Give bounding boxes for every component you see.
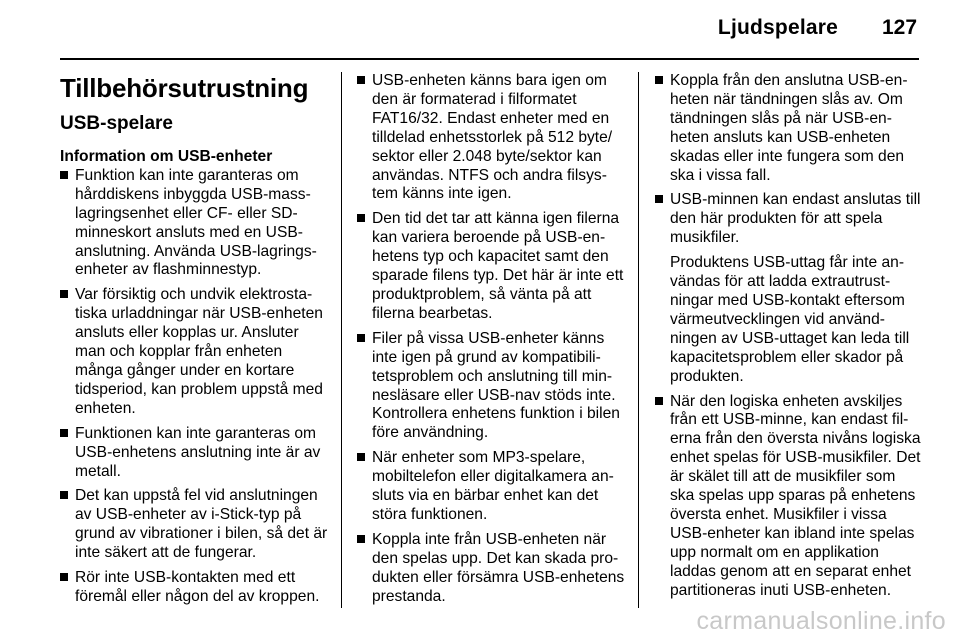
bullet-text: Funktion kan inte garanteras om hårddiskens inbyggda USB-masslagringsenhet eller CF- eller SD-minneskort ansluts med en USB-anslutning. Använda USB-lagringsenheter av flashminnestyp. xyxy=(75,166,317,279)
bullet-square-icon xyxy=(655,76,663,84)
bullet-item xyxy=(655,191,921,248)
bullet-square-icon xyxy=(357,535,365,543)
subsection-title: USB-spelare xyxy=(60,113,173,134)
column-2 xyxy=(357,72,627,612)
info-heading: Information om USB-enheter xyxy=(60,148,273,165)
bullet-text: USB-enheten känns bara igen om den är formaterad i filformatet FAT16/32. Endast enheter med en tilldelad enhetsstorlek på 512 byte/ sektor eller 2.048 byte/sektor kan användas. NTFS och andra filsystem känns inte igen. xyxy=(372,72,613,203)
column-1-body xyxy=(60,167,332,607)
column-divider-2 xyxy=(638,72,639,608)
bullet-square-icon xyxy=(357,76,365,84)
bullet-square-icon xyxy=(60,290,68,298)
bullet-text: Den tid det tar att känna igen filerna kan variera beroende på USB-enhetens typ och kapacitet samt den sparade filens typ. Det här är inte ett produktproblem, så vänta på att filerna bearbetas. xyxy=(372,210,624,322)
bullet-item xyxy=(60,167,332,280)
bullet-item xyxy=(655,393,921,601)
bullet-item xyxy=(357,210,627,323)
paragraph: Produktens USB-uttag får inte användas för att ladda extrautrustningar med USB-kontakt eftersom värmeutvecklingen vid användningen av USB-uttaget kan leda till kapacitetsproblem eller skador på produkten. xyxy=(670,254,910,385)
bullet-square-icon xyxy=(60,171,68,179)
watermark: carmanualsonline.info xyxy=(696,607,946,635)
section-title: Tillbehörsutrustning xyxy=(60,73,309,103)
header-divider xyxy=(60,58,919,60)
running-header-title: Ljudspelare xyxy=(717,16,838,39)
bullet-text: När enheter som MP3-spelare, mobiltelefon eller digitalkamera ansluts via en bärbar enhet kan det störa funktionen. xyxy=(372,449,614,523)
bullet-text: När den logiska enheten avskiljes från ett USB-minne, kan endast filerna från den översta nivåns logiska enhet spelas för USB-musikfiler. Det är skälet till att de musikfiler som ska spelas upp sparas på enhetens översta enhet. Musikfiler i vissa USB-enheter kan ibland inte spelas upp normalt om en applikation laddas genom att en separat enhet partitioneras inuti USB-enheten. xyxy=(670,392,921,599)
bullet-item xyxy=(60,487,332,563)
bullet-text: Koppla från den anslutna USB-enheten när tändningen slås av. Om tändningen slås på när USB-enheten ansluts kan USB-enheten skadas eller inte fungera som den ska i vissa fall. xyxy=(670,72,908,184)
bullet-text: Var försiktig och undvik elektrostatiska urladdningar när USB-enheten ansluts eller kopplas ur. Ansluter man och kopplar från enheten många gånger under en kortare tidsperiod, kan problem uppstå med enheten. xyxy=(75,286,323,417)
bullet-square-icon xyxy=(60,573,68,581)
bullet-text: Rör inte USB-kontakten med ett föremål eller någon del av kroppen. xyxy=(75,569,320,605)
column-divider-1 xyxy=(341,72,342,608)
bullet-item xyxy=(60,286,332,418)
bullet-item xyxy=(357,72,627,204)
column-2-body xyxy=(357,72,627,606)
bullet-item xyxy=(60,569,332,607)
bullet-square-icon xyxy=(655,195,663,203)
bullet-item xyxy=(357,449,627,525)
bullet-item xyxy=(357,330,627,443)
page-number: 127 xyxy=(882,16,918,39)
bullet-text: Filer på vissa USB-enheter känns inte igen på grund av kompatibilitetsproblem och anslutning till minnesläsare eller USB-nav stöds inte. Kontrollera enhetens funktion i bilen före användning. xyxy=(372,329,620,442)
bullet-square-icon xyxy=(357,334,365,342)
bullet-text: Det kan uppstå fel vid anslutningen av USB-enheter av i-Stick-typ på grund av vibrationer i bilen, så det är inte säkert att de fungerar. xyxy=(75,487,328,562)
column-1 xyxy=(60,72,332,613)
bullet-square-icon xyxy=(60,491,68,499)
bullet-square-icon xyxy=(357,214,365,222)
bullet-text: Koppla inte från USB-enheten när den spelas upp. Det kan skada produkten eller försämra USB-enhetens prestanda. xyxy=(372,530,625,605)
column-3-body xyxy=(655,72,921,600)
column-3 xyxy=(655,72,921,606)
bullet-square-icon xyxy=(655,397,663,405)
bullet-square-icon xyxy=(60,429,68,437)
bullet-square-icon xyxy=(357,453,365,461)
bullet-item xyxy=(60,425,332,482)
bullet-item xyxy=(655,72,921,185)
bullet-text: USB-minnen kan endast anslutas till den här produkten för att spela musikfiler. xyxy=(670,191,921,247)
bullet-text: Funktionen kan inte garanteras om USB-enhetens anslutning inte är av metall. xyxy=(75,424,321,480)
bullet-item xyxy=(357,531,627,607)
